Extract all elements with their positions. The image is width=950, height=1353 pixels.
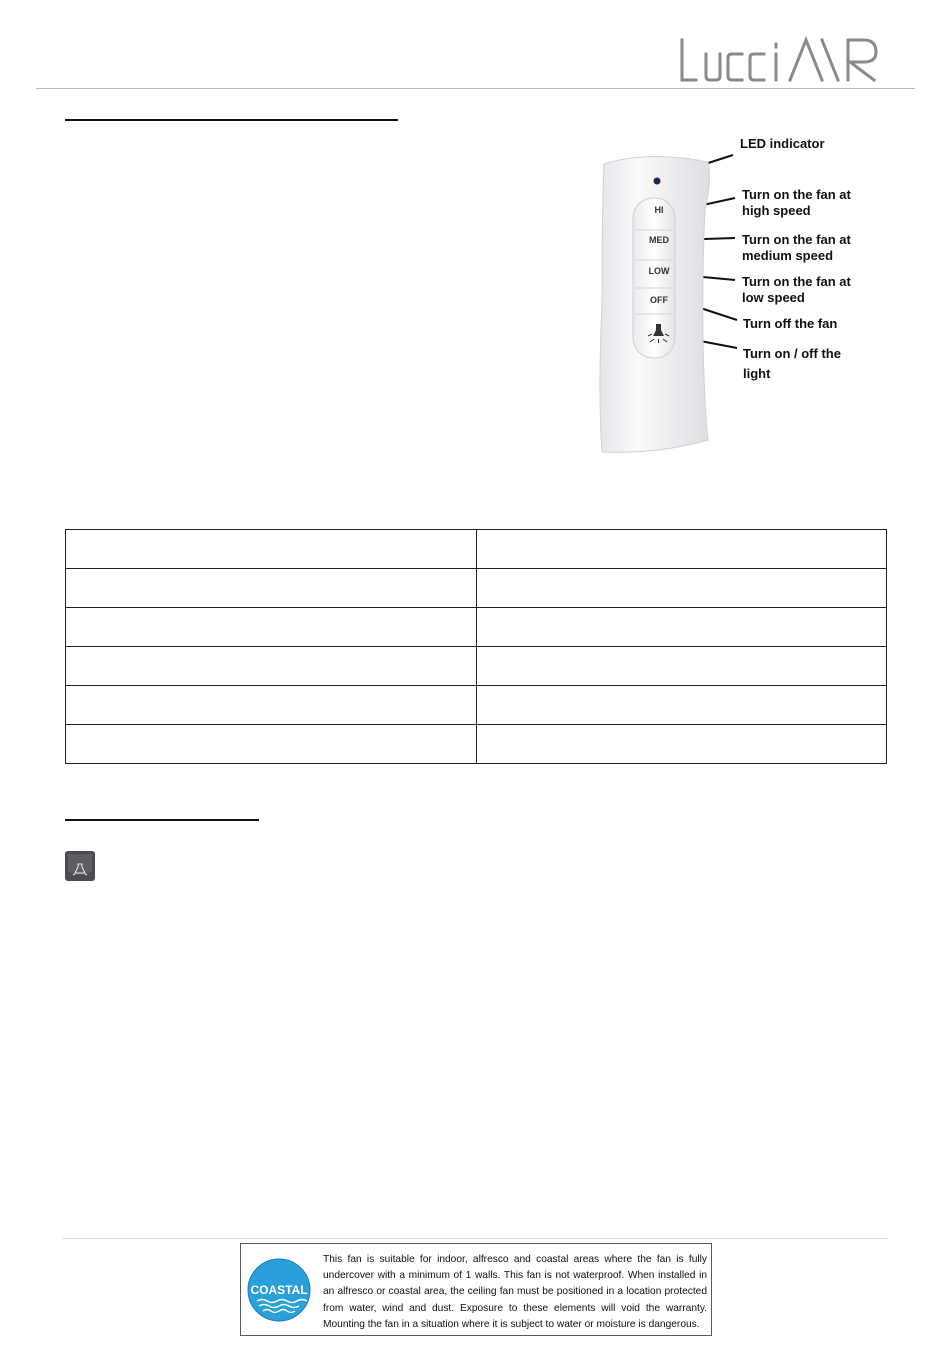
table-row [66, 608, 887, 647]
table-cell [66, 608, 477, 647]
callout-led-indicator: LED indicator [740, 136, 825, 151]
table-row [66, 530, 887, 569]
coastal-notice-text: This fan is suitable for indoor, alfresco and coastal areas where the fan is fully undercover with a minimum of 1 walls. This fan is not waterproof. When installed in an alfresco or coastal area, the ceiling fan must be positioned in a location protected from water, wind and dust. Exposure to these elements will void the warranty. Mounting the fan in a situation where it is subject to water or moisture is dangerous. [323, 1254, 707, 1330]
callout-low-speed: Turn on the fan at low speed [742, 274, 851, 305]
table-cell [66, 647, 477, 686]
remote-off-button: OFF [650, 295, 668, 305]
remote-low-button: LOW [648, 266, 670, 276]
coastal-notice [240, 1243, 712, 1336]
callout-high-speed: Turn on the fan at high speed [742, 187, 851, 218]
table-row [66, 569, 887, 608]
remote-control-illustration [590, 150, 725, 455]
table-cell [476, 647, 887, 686]
footer-rule [62, 1238, 888, 1239]
callout-medium-speed: Turn on the fan at medium speed [742, 232, 851, 263]
remote-med-button: MED [649, 235, 669, 245]
lucci-air-logo [678, 36, 883, 84]
section-heading-underline [65, 819, 259, 821]
table-cell [66, 686, 477, 725]
table-cell [476, 725, 887, 764]
svg-text:COASTAL: COASTAL [250, 1283, 308, 1297]
table-cell [476, 569, 887, 608]
table-row [66, 647, 887, 686]
table-cell [476, 686, 887, 725]
table-cell [66, 569, 477, 608]
callout-light-toggle: Turn on / off the light [743, 346, 841, 381]
light-bulb-icon [65, 851, 95, 881]
section-heading-underline [65, 119, 398, 121]
table-cell [476, 608, 887, 647]
table-cell [66, 725, 477, 764]
callout-fan-off: Turn off the fan [743, 316, 838, 331]
table-row [66, 725, 887, 764]
table-cell [66, 530, 477, 569]
remote-function-table [65, 529, 887, 764]
remote-hi-button: HI [654, 205, 664, 215]
header-rule [36, 88, 915, 89]
table-cell [476, 530, 887, 569]
table-row [66, 686, 887, 725]
coastal-badge-logo [247, 1258, 311, 1322]
